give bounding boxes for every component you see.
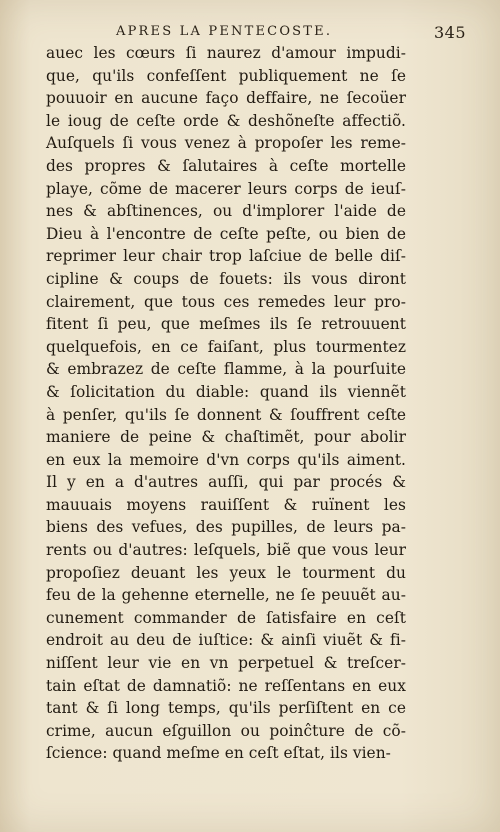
text-line: fitent ſi peu, que meſmes ils ſe retrouuent	[46, 315, 406, 334]
text-line: niſſent leur vie en vn perpetuel & treſcer-	[46, 654, 406, 673]
text-line: ſcience: quand meſme en ceſt eſtat, ils vien-	[46, 744, 391, 763]
text-line: feu de la gehenne eternelle, ne ſe peuuẽt au-	[46, 586, 406, 605]
text-line: & embrazez de ceſte flamme, à la pourſuite	[46, 360, 406, 379]
text-line: en eux la memoire d'vn corps qu'ils aiment.	[46, 450, 406, 469]
text-line: tain eſtat de damnatiõ: ne reſſentans en eux	[46, 676, 406, 695]
text-line: que, qu'ils confeſſent publiquement ne ſe	[46, 66, 406, 85]
text-line: & ſolicitation du diable: quand ils viennẽt	[46, 382, 406, 401]
text-line: quelquefois, en ce faiſant, plus tourmentez	[46, 337, 406, 356]
text-line: rents ou d'autres: leſquels, biẽ que vous leur	[46, 541, 406, 560]
text-line: Dieu à l'encontre de ceſte peſte, ou bien de	[46, 224, 406, 243]
text-line: maniere de peine & chaſtimẽt, pour abolir	[46, 428, 406, 447]
running-title: APRES LA PENTECOSTE.	[116, 24, 333, 39]
text-line: clairement, que tous ces remedes leur pro-	[46, 292, 406, 311]
text-line: propoſiez deuant les yeux le tourment du	[46, 563, 406, 582]
text-line: à penſer, qu'ils ſe donnent & ſouffrent ceſte	[46, 405, 406, 424]
text-line: reprimer leur chair trop laſciue de belle diſ-	[46, 247, 406, 266]
text-line: endroit au deu de iuſtice: & ainſi viuẽt & fi-	[46, 631, 406, 650]
text-line: des propres & ſalutaires à ceſte mortelle	[46, 156, 406, 175]
text-line: biens des vefues, des pupilles, de leurs pa-	[46, 518, 406, 537]
text-line: cipline & coups de fouets: ils vous diront	[46, 269, 406, 288]
text-line: playe, cõme de macerer leurs corps de ieuſ-	[46, 179, 406, 198]
text-line: nes & abſtinences, ou d'implorer l'aide de	[46, 202, 406, 221]
body-text	[46, 42, 406, 765]
text-line: pouuoir en aucune faço deffaire, ne ſecoüer	[46, 89, 406, 108]
text-line: cunement commander de ſatisfaire en ceſt	[46, 608, 406, 627]
text-line: le ioug de ceſte orde & deshõneſte affectiõ.	[46, 111, 406, 130]
text-line: tant & ſi long temps, qu'ils perſiſtent en ce	[46, 699, 406, 718]
text-line: crime, aucun eſguillon ou poinĉture de cõ-	[46, 721, 406, 740]
text-line: Auſquels ſi vous venez à propoſer les reme-	[46, 134, 406, 153]
text-line: Il y en a d'autres auſſi, qui par procés &	[46, 473, 406, 492]
text-line: mauuais moyens rauiſſent & ruïnent les	[46, 495, 406, 514]
page-number: 345	[433, 23, 466, 42]
text-line: auec les cœurs ſi naurez d'amour impudi-	[46, 44, 406, 62]
